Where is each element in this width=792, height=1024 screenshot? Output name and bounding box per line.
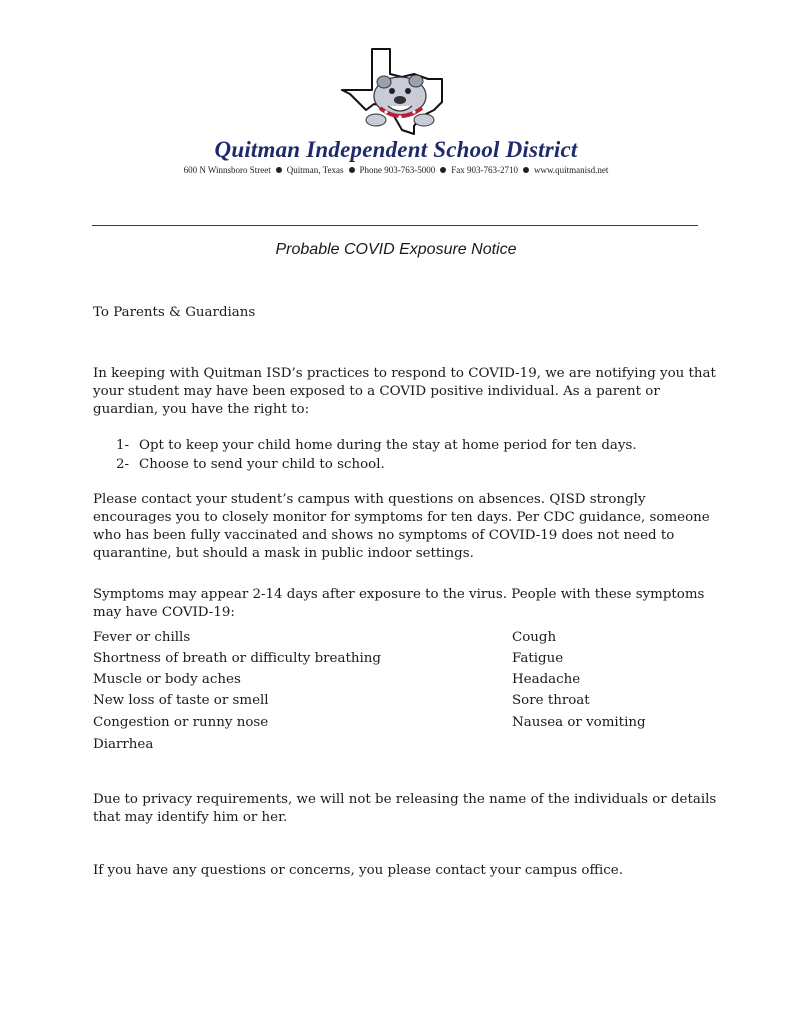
symptom-item: New loss of taste or smell	[93, 693, 269, 708]
contact-line: encourages you to closely monitor for symptoms for ten days. Per CDC guidance, someone	[93, 510, 710, 525]
list-text: Opt to keep your child home during the stay at home period for ten days.	[139, 438, 637, 453]
bullet-dot-icon	[276, 167, 282, 173]
district-name: Quitman Independent School District	[214, 137, 578, 162]
privacy-paragraph	[93, 791, 717, 827]
privacy-line: Due to privacy requirements, we will not be releasing the name of the individuals or details	[93, 792, 717, 807]
rights-list-item	[116, 456, 385, 474]
closing-statement: If you have any questions or concerns, you please contact your campus office.	[93, 863, 623, 878]
list-number: 1-	[116, 438, 130, 453]
symptom-item: Muscle or body aches	[93, 672, 241, 687]
rights-list-item	[116, 437, 637, 455]
intro-line: your student may have been exposed to a COVID positive individual. As a parent or	[93, 384, 660, 399]
website-url: www.quitmanisd.net	[534, 165, 609, 175]
contact-paragraph	[93, 491, 710, 563]
street-address: 600 N Winnsboro Street	[183, 165, 271, 175]
symptom-item: Sore throat	[512, 693, 590, 708]
city-state: Quitman, Texas	[286, 165, 344, 175]
symptoms-intro	[93, 586, 705, 622]
privacy-line: that may identify him or her.	[93, 810, 288, 825]
texas-bulldog-logo-icon	[336, 44, 456, 136]
list-text: Choose to send your child to school.	[139, 457, 385, 472]
contact-line: Please contact your student’s campus with questions on absences. QISD strongly	[93, 492, 646, 507]
symptom-item: Headache	[512, 672, 581, 687]
symptom-item: Fatigue	[512, 651, 564, 666]
symptom-item: Fever or chills	[93, 630, 191, 645]
symptoms-intro-line: may have COVID-19:	[93, 605, 235, 620]
contact-line: who has been fully vaccinated and shows no symptoms of COVID-19 does not need to	[93, 528, 675, 543]
bullet-dot-icon	[523, 167, 529, 173]
bullet-dot-icon	[440, 167, 446, 173]
notice-title: Probable COVID Exposure Notice	[275, 241, 517, 258]
contact-line: quarantine, but should a mask in public indoor settings.	[93, 546, 474, 561]
header-divider	[92, 225, 698, 226]
bullet-dot-icon	[349, 167, 355, 173]
symptom-item: Diarrhea	[93, 737, 154, 752]
fax-number: Fax 903-763-2710	[451, 165, 518, 175]
intro-line: In keeping with Quitman ISD’s practices to respond to COVID-19, we are notifying you that	[93, 366, 716, 381]
intro-paragraph	[93, 365, 716, 419]
symptom-item: Congestion or runny nose	[93, 715, 269, 730]
address-line	[0, 165, 792, 175]
salutation: To Parents & Guardians	[93, 305, 256, 320]
symptoms-intro-line: Symptoms may appear 2-14 days after exposure to the virus. People with these symptoms	[93, 587, 705, 602]
symptom-item: Cough	[512, 630, 557, 645]
intro-line: guardian, you have the right to:	[93, 402, 310, 417]
phone-number: Phone 903-763-5000	[359, 165, 436, 175]
symptom-item: Shortness of breath or difficulty breathing	[93, 651, 381, 666]
list-number: 2-	[116, 457, 130, 472]
symptom-item: Nausea or vomiting	[512, 715, 646, 730]
